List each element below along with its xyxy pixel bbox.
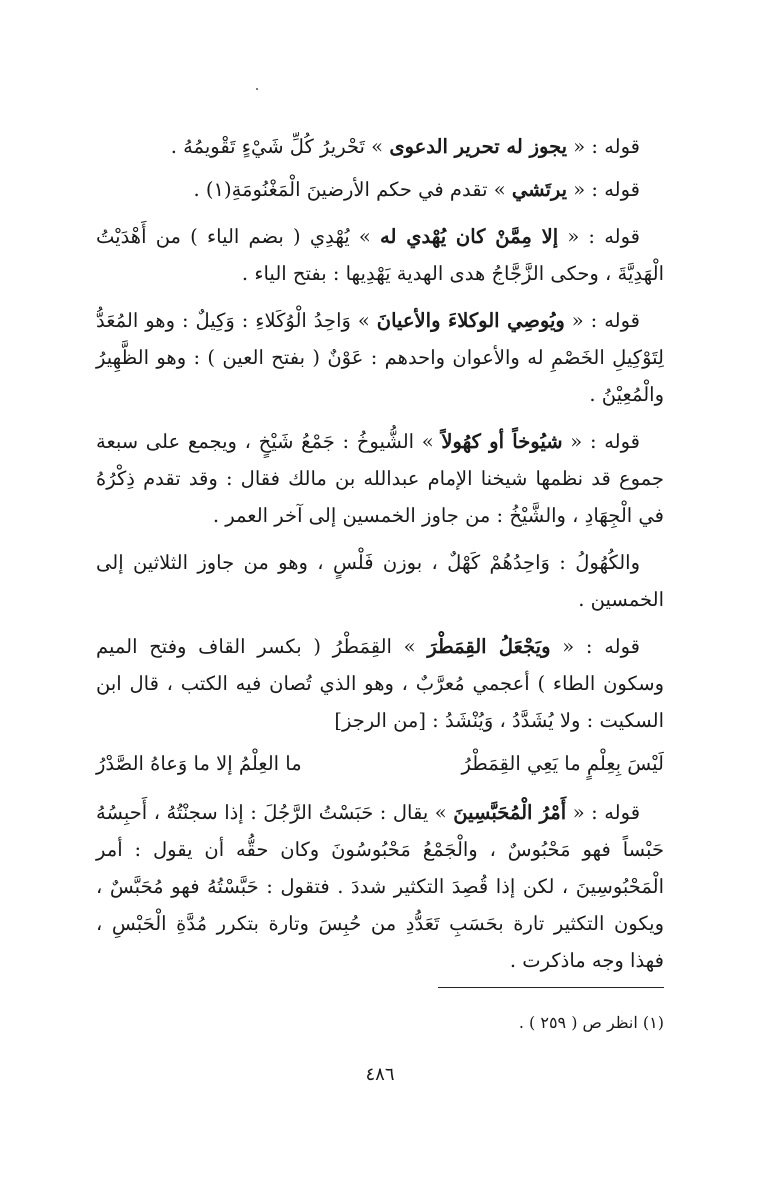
paragraph-3: قوله : « إلا مِمَّنْ كان يُهْدي له » يُهْدِي ( بضم الياء ) من أَهْدَيْتُ الْهَدِيَّةَ ، وحكى الزَّجَّاجُ هدى الهدية يَهْدِيها : بفتح الياء . <box>96 225 664 285</box>
body-text <box>96 128 664 989</box>
paragraph-1: قوله : « يجوز له تحرير الدعوى » تَحْريرُ كُلِّ شَيْءٍ تَقْويمُهُ . <box>170 135 640 158</box>
paragraph-2: قوله : « يرتَشي » تقدم في حكم الأرضينَ الْمَغْنُومَةِ(١) . <box>193 178 640 201</box>
paragraph-4: قوله : « ويُوصِي الوكلاءَ والأعيانَ » وَاحِدُ الْوُكَلاءِ : وَكِيلٌ : وهو المُعَدُّ لِتَوْكِيلِ الخَصْمِ له والأعوان واحدهم : عَوْنٌ ( بفتح العين ) : وهو الظَّهِيرُ والْمُعِيْنُ . <box>96 309 664 406</box>
page-number: ٤٨٦ <box>365 1064 395 1085</box>
footnote: (١) انظر ص ( ٢٥٩ ) . <box>518 1013 664 1032</box>
footnote-separator <box>438 987 664 988</box>
quoted-phrase: ويُوصِي الوكلاءَ والأعيانَ <box>376 309 565 332</box>
paragraph-6: والكُهُولُ : وَاحِدُهُمْ كَهْلٌ ، بوزن فَلْسٍ ، وهو من جاوز الثلاثين إلى الخمسين . <box>96 551 664 611</box>
quoted-phrase: إلا مِمَّنْ كان يُهْدي له <box>380 225 559 248</box>
quoted-phrase: أَمْرُ الْمُحَبَّسِينَ <box>453 801 567 824</box>
quoted-phrase: ويَجْعَلُ القِمَطْرَ <box>427 635 551 658</box>
quoted-phrase: يرتَشي <box>511 178 568 201</box>
paragraph-5: قوله : « شيُوخاً أو كهُولاً » الشُّيوخُ : جَمْعُ شَيْخٍ ، ويجمع على سبعة جموع قد نظمها شيخنا الإمام عبدالله بن مالك فقال : وقد تقدم ذِكْرُهُ في الْجِهَادِ ، والشَّيْخُ : من جاوز الخمسين إلى آخر العمر . <box>96 430 664 527</box>
paragraph-8: قوله : « أَمْرُ الْمُحَبَّسِينَ » يقال : حَبَسْتُ الرَّجُلَ : إذا سجنْتُهُ ، أَحبِسُهُ حَبْساً فهو مَحْبُوسٌ ، والْجَمْعُ مَحْبُوسُونَ وكان حقُّه أن يقول : أمر الْمَحْبُوسِينَ ، لكن إذا قُصِدَ التكثير شددَ . فتقول : حَبَّسْتُهُ فهو مُحَبَّسٌ ، ويكون التكثير تارة بحَسَبِ تَعَدُّدِ من حُبِسَ وتارة بتكرر مُدَّةِ الْحَبْسِ ، فهذا وجه ماذكرت . <box>96 801 664 972</box>
verse-second-hemistich: ما العِلْمُ إلا ما وَعاهُ الصَّدْرُ <box>96 752 302 775</box>
top-dot <box>256 88 258 90</box>
quoted-phrase: يجوز له تحرير الدعوى <box>389 135 568 158</box>
paragraph-7: قوله : « ويَجْعَلُ القِمَطْرَ » القِمَطْرُ ( بكسر القاف وفتح الميم وسكون الطاء ) أعجمي مُعرَّبٌ ، وهو الذي تُصان فيه الكتب ، قال ابن السكيت : ولا يُشَدَّدُ ، وَيُنْشَدُ : [من الرجز] <box>96 635 664 732</box>
verse-line <box>96 745 664 782</box>
verse-first-hemistich: لَيْسَ بِعِلْمٍ ما يَعِي القِمَطْرُ <box>461 752 664 775</box>
quoted-phrase: شيُوخاً أو كهُولاً <box>441 430 563 453</box>
